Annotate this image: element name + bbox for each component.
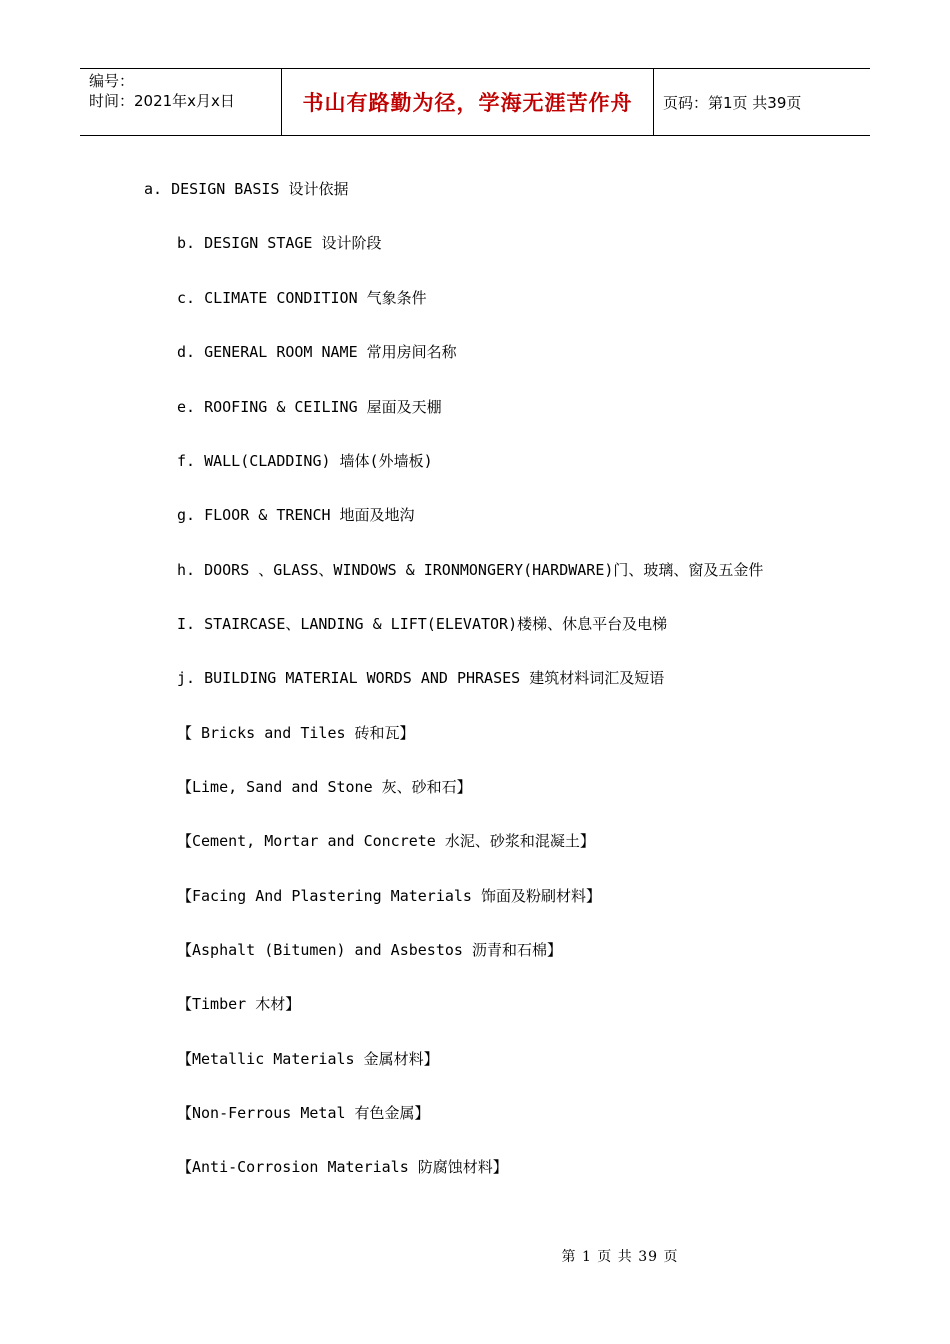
page-footer: [0, 1246, 950, 1266]
toc-item-g: g. FLOOR & TRENCH 地面及地沟: [177, 506, 415, 524]
toc-item-h: h. DOORS 、GLASS、WINDOWS & IRONMONGERY(HARDWARE)门、玻璃、窗及五金件: [177, 561, 764, 579]
toc-subitem-metallic: 【Metallic Materials 金属材料】: [177, 1050, 439, 1068]
page-header: [80, 68, 870, 136]
toc-subitem-facing: 【Facing And Plastering Materials 饰面及粉刷材料】: [177, 887, 601, 905]
number-label: 编号：: [89, 72, 135, 90]
header-meta: [80, 69, 281, 135]
header-motto: 书山有路勤为径，学海无涯苦作舟: [281, 69, 654, 135]
toc-subitem-timber: 【Timber 木材】: [177, 995, 301, 1013]
toc-subitem-lime: 【Lime, Sand and Stone 灰、砂和石】: [177, 778, 472, 796]
header-page-info: 页码：第1页 共39页: [663, 93, 802, 112]
toc-item-j: j. BUILDING MATERIAL WORDS AND PHRASES 建筑材料词汇及短语: [177, 669, 665, 687]
toc-subitem-asphalt: 【Asphalt (Bitumen) and Asbestos 沥青和石棉】: [177, 941, 562, 959]
toc-item-i: I. STAIRCASE、LANDING & LIFT(ELEVATOR)楼梯、休息平台及电梯: [177, 615, 668, 633]
toc-subitem-nonferrous: 【Non-Ferrous Metal 有色金属】: [177, 1104, 430, 1122]
toc-subitem-anticorrosion: 【Anti-Corrosion Materials 防腐蚀材料】: [177, 1158, 508, 1176]
toc-item-f: f. WALL(CLADDING) 墙体(外墙板): [177, 452, 433, 470]
toc-item-a: a. DESIGN BASIS 设计依据: [144, 180, 349, 198]
time-label: 时间：2021年x月x日: [89, 92, 235, 110]
toc-subitem-cement: 【Cement, Mortar and Concrete 水泥、砂浆和混凝土】: [177, 832, 595, 850]
toc-item-c: c. CLIMATE CONDITION 气象条件: [177, 289, 427, 307]
toc-item-e: e. ROOFING & CEILING 屋面及天棚: [177, 398, 442, 416]
footer-page-number: 第 1 页 共 39 页: [561, 1249, 679, 1265]
toc-item-d: d. GENERAL ROOM NAME 常用房间名称: [177, 343, 457, 361]
toc-item-b: b. DESIGN STAGE 设计阶段: [177, 234, 382, 252]
toc-subitem-bricks: 【 Bricks and Tiles 砖和瓦】: [177, 724, 415, 742]
